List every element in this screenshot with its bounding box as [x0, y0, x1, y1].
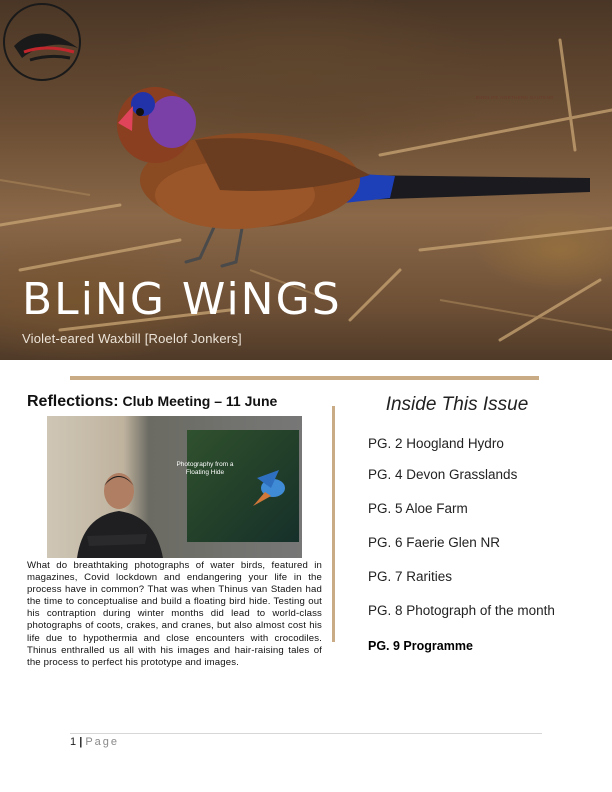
footer-rule [70, 733, 542, 734]
club-logo [0, 0, 84, 90]
article-body: What do breathtaking photographs of water birds, featured in magazines, Covid lockdown and endangering your life in the process have in common? That was when Thinus van Staden had the time to conceptualise and build a floating bird hide. Testing out his contraption during winter months did lead to world-class photographs of coots, crakes, and cranes, but also almost cost his life due to hypothermia and close encounters with crocodiles. Thinus enthralled us all with his images and hair-raising tales of the process to perfect his prototype and images. [27, 560, 322, 668]
toc-item-devon-grasslands[interactable]: PG. 4 Devon Grasslands [368, 467, 518, 482]
article-title-main: Reflections: [27, 393, 119, 410]
speaker-figure [47, 416, 302, 558]
hero-banner [0, 0, 612, 360]
column-divider [332, 406, 335, 642]
article-photo [47, 416, 302, 558]
page-label: Page [85, 736, 120, 748]
toc-heading: Inside This Issue [385, 394, 529, 415]
footer-separator: | [79, 736, 83, 748]
toc-item-faerie-glen[interactable]: PG. 6 Faerie Glen NR [368, 535, 501, 550]
article-title [27, 391, 277, 412]
screen-title: Photography from a Floating Hide [176, 461, 234, 476]
page-number: 1 [70, 736, 77, 748]
toc-item-rarities[interactable]: PG. 7 Rarities [368, 569, 453, 584]
photo-caption: Violet-eared Waxbill [Roelof Jonkers] [22, 331, 242, 346]
toc-item-aloe-farm[interactable]: PG. 5 Aloe Farm [368, 501, 468, 516]
article-title-sub: Club Meeting – 11 June [118, 393, 278, 409]
toc-item-hoogland-hydro[interactable]: PG. 2 Hoogland Hydro [368, 436, 504, 451]
logo-caption: BIRDLIFE NORTHERN GAUTENG [476, 95, 554, 100]
page-footer [70, 736, 119, 748]
toc-item-programme[interactable]: PG. 9 Programme [368, 639, 473, 653]
top-divider [70, 376, 539, 380]
toc-item-photograph-of-month[interactable]: PG. 8 Photograph of the month [368, 603, 555, 618]
newsletter-title: BLiNG WiNGS [22, 274, 342, 325]
